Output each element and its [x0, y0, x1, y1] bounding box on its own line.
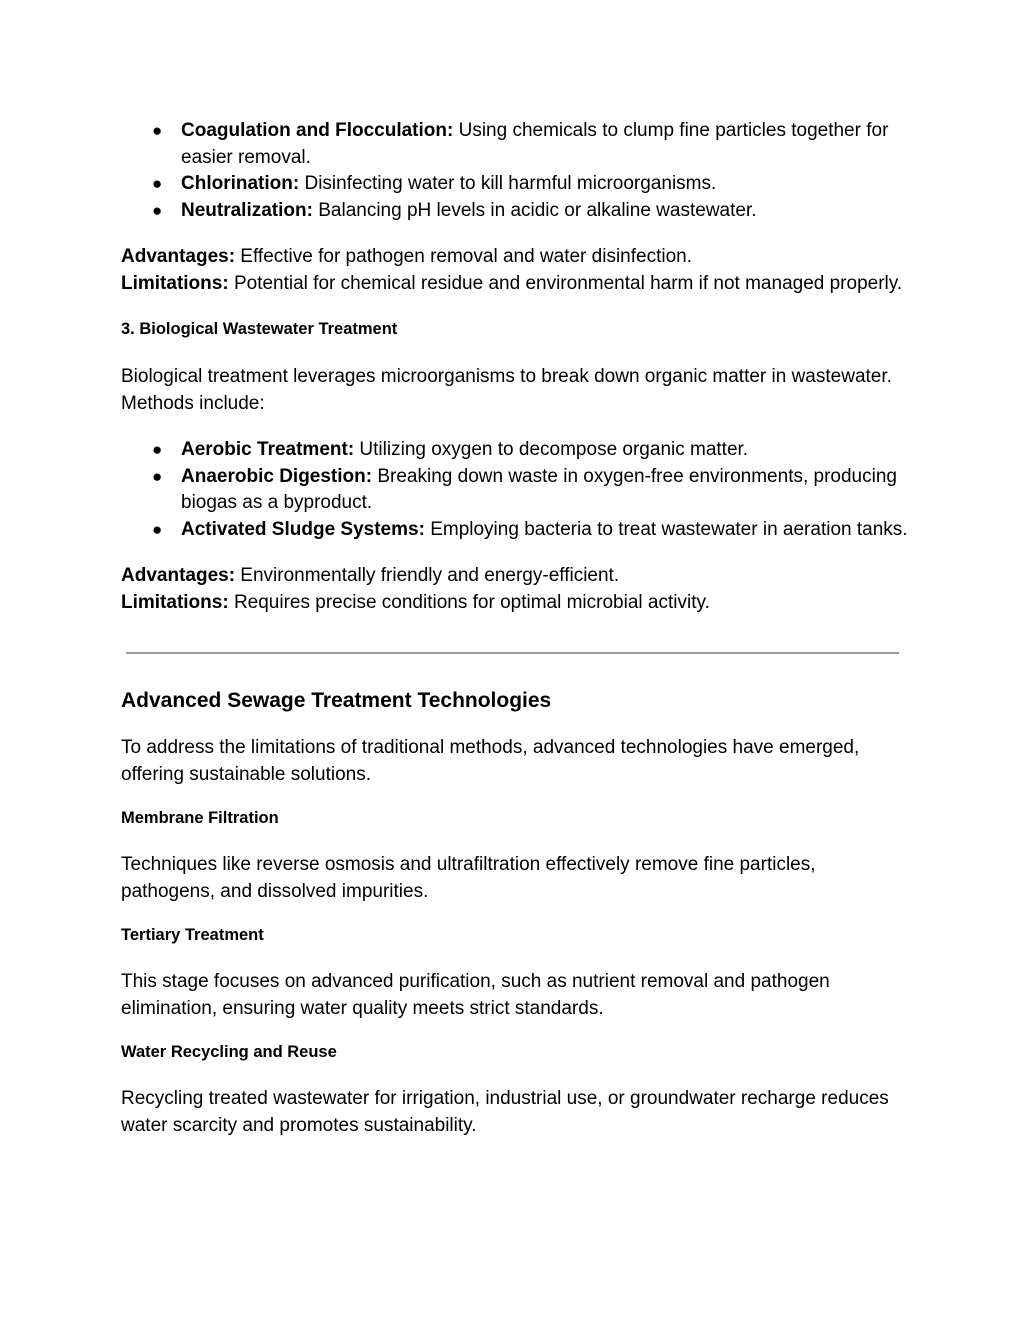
- list-item: [152, 437, 911, 464]
- section-divider: [126, 652, 899, 654]
- list-item-text: Employing bacteria to treat wastewater in aeration tanks.: [424, 518, 908, 540]
- bullet-icon: ●: [152, 519, 163, 539]
- list-item-term: Coagulation and Flocculation:: [181, 120, 454, 141]
- bullet-icon: ●: [152, 121, 163, 140]
- bio-heading: 3. Biological Wastewater Treatment: [121, 320, 398, 338]
- list-item: [152, 198, 911, 225]
- list-item-text: Disinfecting water to kill harmful microorganisms.: [299, 173, 717, 194]
- limitations-label: Limitations:: [121, 591, 229, 613]
- advantages-label: Advantages:: [121, 246, 236, 267]
- limitations-label: Limitations:: [121, 272, 229, 294]
- list-item: [152, 171, 911, 198]
- list-item: [152, 517, 911, 544]
- tertiary-heading: Tertiary Treatment: [121, 926, 264, 944]
- list-item-term: Aerobic Treatment:: [181, 439, 355, 460]
- tertiary-text: This stage focuses on advanced purification, such as nutrient removal and pathogen elimination, ensuring water quality meets strict standards.: [121, 971, 830, 1019]
- list-item-term: Neutralization:: [181, 199, 313, 221]
- advanced-heading: Advanced Sewage Treatment Technologies: [121, 689, 552, 712]
- list-item: [152, 464, 911, 517]
- membrane-heading: Membrane Filtration: [121, 809, 279, 827]
- advantages-label: Advantages:: [121, 565, 236, 586]
- bullet-icon: ●: [152, 174, 163, 193]
- list-item-term: Chlorination:: [181, 173, 300, 194]
- limitations-text: Potential for chemical residue and environmental harm if not managed properly.: [228, 272, 903, 294]
- membrane-text: Techniques like reverse osmosis and ultrafiltration effectively remove fine particles, pathogens, and dissolved impurities.: [121, 854, 816, 902]
- chemical-methods-list: [121, 118, 911, 224]
- bio-methods-list: [121, 437, 911, 543]
- advanced-intro: To address the limitations of traditional methods, advanced technologies have emerged, offering sustainable solutions.: [121, 737, 860, 785]
- list-item-term: Anaerobic Digestion:: [181, 465, 373, 487]
- bio-intro: Biological treatment leverages microorganisms to break down organic matter in wastewater. Methods include:: [121, 366, 892, 414]
- bullet-icon: ●: [152, 466, 163, 486]
- advantages-text: Effective for pathogen removal and water disinfection.: [235, 246, 692, 267]
- list-item-text: Balancing pH levels in acidic or alkaline wastewater.: [312, 199, 757, 221]
- advantages-line: [121, 244, 911, 271]
- list-item-term: Activated Sludge Systems:: [181, 518, 425, 540]
- limitations-line: [121, 590, 911, 617]
- advantages-text: Environmentally friendly and energy-efficient.: [235, 565, 620, 586]
- list-item-text: Using chemicals to clump fine particles together for easier removal.: [181, 120, 889, 168]
- limitations-text: Requires precise conditions for optimal microbial activity.: [228, 591, 710, 613]
- recycling-heading: Water Recycling and Reuse: [121, 1043, 337, 1061]
- list-item-text: Breaking down waste in oxygen-free environments, producing biogas as a byproduct.: [181, 465, 897, 513]
- list-item-text: Utilizing oxygen to decompose organic matter.: [354, 439, 749, 460]
- list-item: [152, 118, 911, 171]
- document-page: [121, 118, 911, 1139]
- bullet-icon: ●: [152, 200, 163, 220]
- bullet-icon: ●: [152, 440, 163, 459]
- recycling-text: Recycling treated wastewater for irrigation, industrial use, or groundwater recharge reduces water scarcity and promotes sustainability.: [121, 1088, 889, 1136]
- limitations-line: [121, 271, 911, 298]
- advantages-line: [121, 563, 911, 590]
